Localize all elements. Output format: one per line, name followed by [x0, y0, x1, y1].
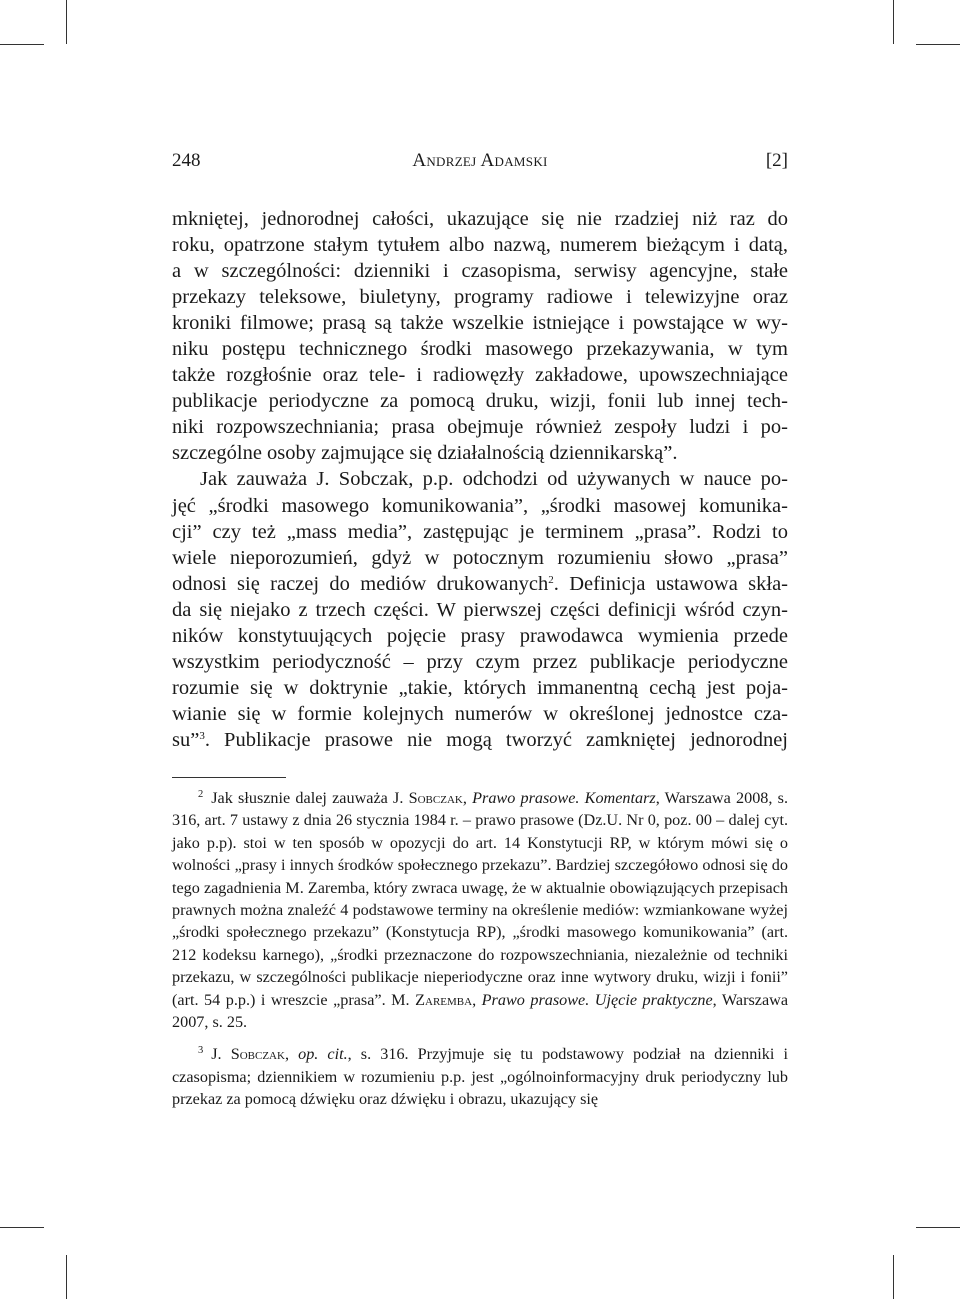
text-line: jęć „środki masowego komunikowania”, „środki masowej komunika-: [172, 494, 788, 517]
footnote-number: 3: [198, 1045, 204, 1057]
text-line: da się niejako z trzech części. W pierwszej części definicji wśród czyn-: [172, 598, 788, 621]
footnote-text: , Warszawa 2007, s. 25.: [172, 990, 789, 1032]
text-line: ników konstytuujących pojęcie prasy prawodawca wymienia przede: [172, 624, 788, 647]
text-line: a w szczególności: dzienniki i czasopisma, serwisy agencyjne, stałe: [172, 260, 788, 283]
footnote-author: Zaremba: [415, 990, 473, 1009]
paragraph-2: [172, 466, 788, 753]
crop-mark: [66, 1255, 67, 1299]
text-line: [172, 571, 788, 597]
footnote-text: ,: [284, 1045, 299, 1064]
text-line: szczególne osoby zajmujące się działalnością dziennikarską”.: [172, 442, 678, 465]
text-line: cji” czy też „mass media”, zastępując je terminem „prasa”. Rodzi to: [172, 520, 788, 543]
footnote-text: ,: [462, 789, 473, 807]
crop-mark: [0, 44, 44, 45]
footnote-2: [172, 787, 788, 1033]
crop-mark: [893, 1255, 894, 1299]
page-number: 248: [172, 150, 201, 171]
section-number: [2]: [765, 150, 788, 171]
text-line: niki rozpowszechniania; prasa obejmuje również zespoły ludzi i po-: [172, 416, 788, 439]
crop-mark: [916, 1227, 960, 1228]
text-line: niku postępu technicznego środki masowego przekazywania, w tym: [172, 338, 788, 361]
crop-mark: [893, 0, 894, 44]
footnote-title: Prawo prasowe. Komentarz: [472, 789, 656, 807]
header-author: Andrzej Adamski: [412, 150, 548, 171]
crop-mark: [0, 1227, 44, 1228]
footnote-ref-3: 3: [199, 729, 205, 742]
text-line: roku, opatrzone stałym tytułem albo nazwą, numerem bieżącym i datą,: [172, 234, 788, 257]
footnote-title: Prawo prasowe. Ujęcie praktyczne: [481, 990, 713, 1009]
paragraph-1: [172, 206, 788, 466]
footnote-separator: [172, 777, 286, 778]
text-line: przekazy teleksowe, biuletyny, programy radiowe i telewizyjne oraz: [172, 286, 788, 309]
footnote-text: J.: [211, 1045, 231, 1064]
footnote-text: Jak słusznie dalej zauważa J.: [211, 789, 409, 807]
text-segment: . Publikacje prasowe nie mogą tworzyć zamkniętej jednorodnej: [204, 728, 788, 751]
text-segment: su”: [172, 728, 200, 751]
text-line: także rozgłośnie oraz tele- i radiowęzły zakładowe, upowszechniające: [172, 364, 788, 387]
text-segment: . Definicja ustawowa skła-: [553, 572, 788, 595]
main-text: [172, 206, 788, 753]
text-line: wszystkim periodyczność – przy czym przez publikacje periodyczne: [172, 650, 788, 673]
crop-mark: [916, 44, 960, 45]
footnote-text: , s. 316. Przyjmuje się tu podstawowy podział na dzienniki i czasopisma; dziennikiem w rozumieniu p.p. jest „ogólnoinformacyjny druk periodyczny lub przekaz za pomocą dźwięku oraz dźwięku i obrazu, ukazujący się: [172, 1045, 788, 1109]
text-segment: odnosi się raczej do mediów drukowanych: [172, 572, 549, 595]
footnote-text: ,: [472, 990, 482, 1009]
text-line: [172, 727, 788, 753]
text-line: mkniętej, jednorodnej całości, ukazujące się nie rzadziej niż raz do: [172, 208, 788, 230]
text-line: wianie się w formie kolejnych numerów w określonej jednostce cza-: [172, 702, 788, 725]
text-line: publikacje periodyczne za pomocą druku, wizji, fonii lub innej tech-: [172, 390, 788, 413]
footnotes: [172, 787, 788, 1111]
text-line: wiele nieporozumień, gdyż w potocznym rozumieniu słowo „prasa”: [172, 546, 788, 569]
text-line: kroniki filmowe; prasą są także wszelkie istniejące i powstające w wy-: [172, 312, 788, 335]
text-line: rozumie się w doktrynie „takie, których immanentną cechą jest poja-: [172, 676, 788, 699]
footnote-text: , Warszawa 2008, s. 316, art. 7 ustawy z dnia 26 stycznia 1984 r. – prawo prasowe (Dz.U. Nr 0, poz. 00 – dalej cyt. jako p.p). stoi w ten sposób w opozycji do art. 14 Konstytucji RP, w którym mówi się o wolności „prasy i innych środków społecznego przekazu”. Bardziej szczegółowo odnosi się do tego zagadnienia M. Zaremba, który zwraca uwagę, że w aktualnie obowiązujących przepisach prawnych można znaleźć 4 podstawowe terminy na określenie mediów: wzmiankowane wyżej „środki społecznego przekazu” (Konstytucja RP), „środki masowego komunikowania” (art. 212 kodeksu karnego), „środki przeznaczone do rozpowszechniania, niezależnie od techniki przekazu, w szczególności publikacje nieperiodyczne oraz inne wytwory druku, wizji i fonii” (art. 54 p.p.) i wreszcie „prasa”. M.: [172, 789, 788, 1009]
footnote-3: [172, 1043, 788, 1110]
text-line: Jak zauważa J. Sobczak, p.p. odchodzi od używanych w nauce po-: [200, 468, 788, 491]
footnote-ref-2: 2: [548, 573, 554, 586]
footnote-author: Sobczak: [230, 1045, 285, 1064]
footnote-title: op. cit.: [298, 1045, 348, 1064]
footnote-author: Sobczak: [408, 789, 463, 807]
running-header: [172, 148, 788, 174]
crop-mark: [66, 0, 67, 44]
footnote-number: 2: [198, 789, 204, 800]
